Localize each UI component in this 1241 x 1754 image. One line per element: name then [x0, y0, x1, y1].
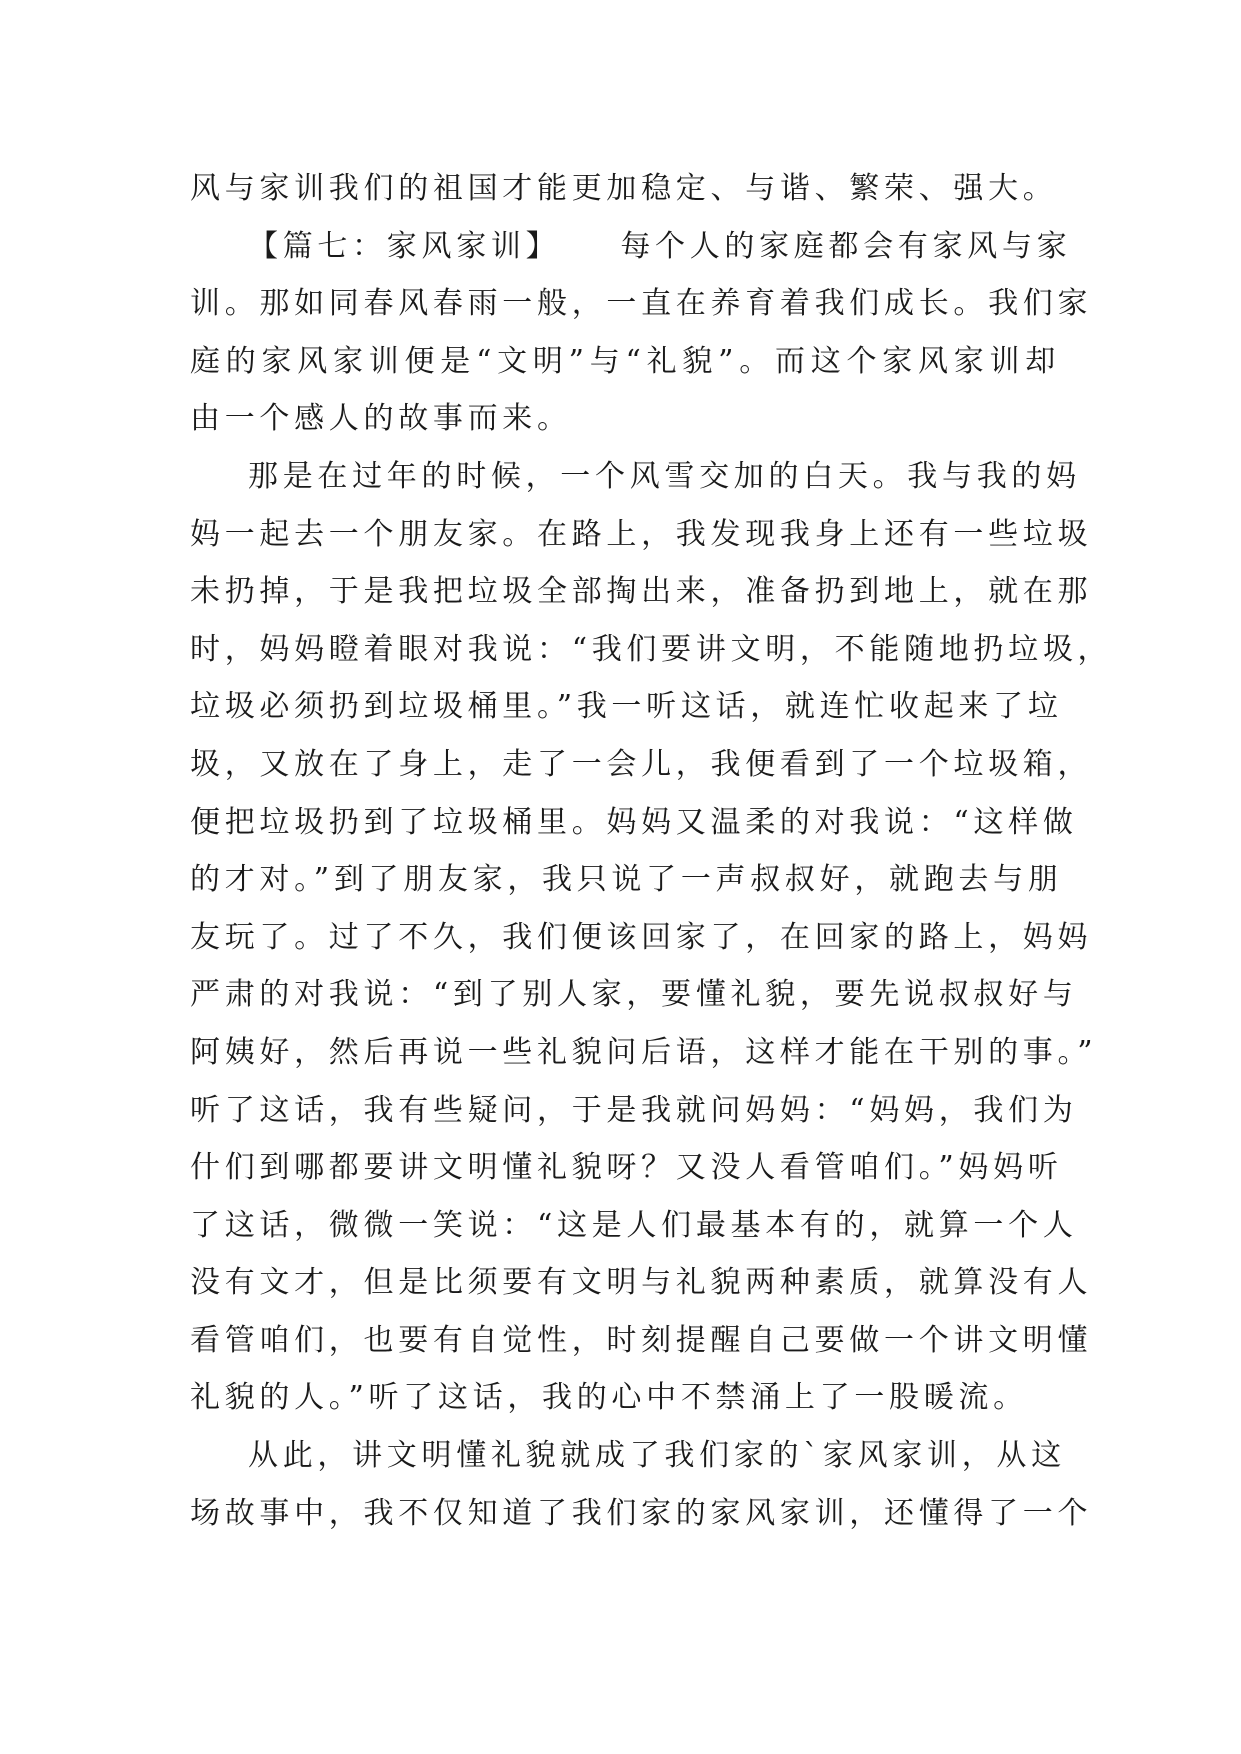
text-line: 什们到哪都要讲文明懂礼貌呀？又没人看管咱们。”妈妈听 — [190, 1150, 1063, 1186]
text-line: 时，妈妈瞪着眼对我说：“我们要讲文明，不能随地扔垃圾， — [190, 631, 1113, 667]
text-line: 那是在过年的时候，一个风雪交加的白天。我与我的妈 — [248, 458, 1081, 494]
text-line: 由一个感人的故事而来。 — [190, 401, 572, 437]
text-line: 的才对。”到了朋友家，我只说了一声叔叔好，就跑去与朋 — [190, 862, 1063, 898]
section-heading: 【篇七：家风家训】 — [248, 228, 561, 264]
text-line: 从此，讲文明懂礼貌就成了我们家的`家风家训，从这 — [248, 1438, 1066, 1474]
text-line: 严肃的对我说：“到了别人家，要懂礼貌，要先说叔叔好与 — [190, 977, 1078, 1013]
article-body — [190, 160, 1113, 1542]
text-line: 圾，又放在了身上，走了一会儿，我便看到了一个垃圾箱， — [190, 746, 1093, 782]
text-line: 阿姨好，然后再说一些礼貌问后语，这样才能在干别的事。” — [190, 1034, 1098, 1070]
text-line: 垃圾必须扔到垃圾桶里。”我一听这话，就连忙收起来了垃 — [190, 689, 1063, 725]
text-line: 庭的家风家训便是“文明”与“礼貌”。而这个家风家训却 — [190, 343, 1061, 379]
section-first-sentence: 每个人的家庭都会有家风与家 — [620, 228, 1072, 264]
text-line: 听了这话，我有些疑问，于是我就问妈妈：“妈妈，我们为 — [190, 1092, 1078, 1128]
text-line: 了这话，微微一笑说：“这是人们最基本有的，就算一个人 — [190, 1207, 1078, 1243]
text-line: 看管咱们，也要有自觉性，时刻提醒自己要做一个讲文明懂 — [190, 1322, 1093, 1358]
text-line: 未扔掉，于是我把垃圾全部掏出来，准备扔到地上，就在那 — [190, 574, 1093, 610]
text-line: 场故事中，我不仅知道了我们家的家风家训，还懂得了一个 — [190, 1495, 1093, 1531]
text-line: 训。那如同春风春雨一般，一直在养育着我们成长。我们家 — [190, 286, 1093, 322]
text-line: 没有文才，但是比须要有文明与礼貌两种素质，就算没有人 — [190, 1265, 1093, 1301]
text-line: 便把垃圾扔到了垃圾桶里。妈妈又温柔的对我说：“这样做 — [190, 804, 1078, 840]
text-line: 妈一起去一个朋友家。在路上，我发现我身上还有一些垃圾 — [190, 516, 1093, 552]
text-line: 礼貌的人。”听了这话，我的心中不禁涌上了一股暖流。 — [190, 1380, 1028, 1416]
text-line: 友玩了。过了不久，我们便该回家了，在回家的路上，妈妈 — [190, 919, 1093, 955]
text-line — [190, 218, 1072, 276]
text-line: 风与家训我们的祖国才能更加稳定、与谐、繁荣、强大。 — [190, 171, 1058, 206]
